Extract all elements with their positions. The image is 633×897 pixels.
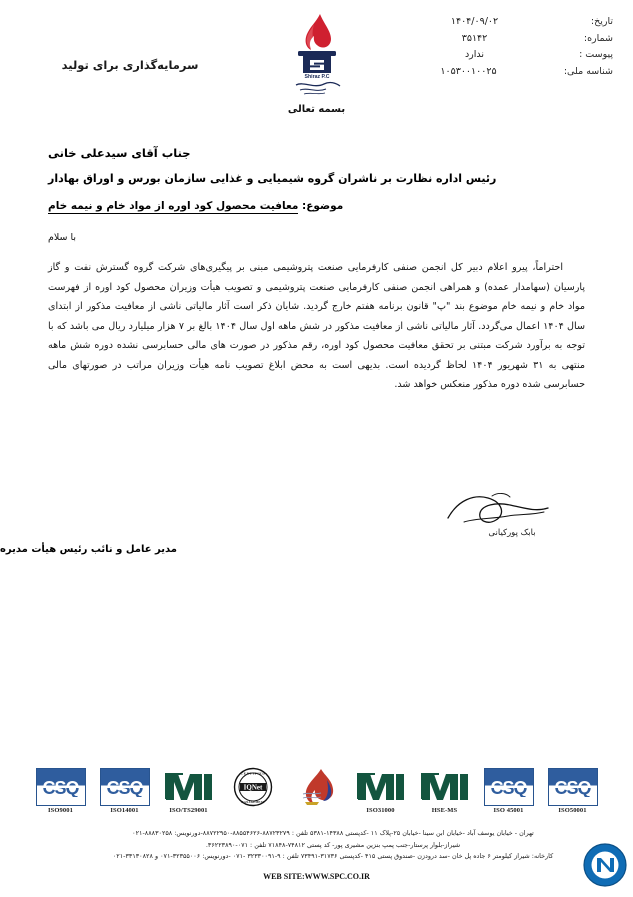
company-slogan: سرمایه‌گذاری برای تولید [61, 58, 199, 72]
basmala-text: بسمه تعالی [287, 104, 346, 115]
footer-address-block [33, 828, 633, 863]
meta-row-number [398, 33, 613, 46]
date-value: ۱۴۰۴/۰۹/۰۲ [450, 16, 499, 27]
cert-iso45001 [481, 768, 537, 814]
attachment-label: پیوست : [579, 49, 613, 60]
national-id-label: شناسه ملی: [563, 65, 613, 77]
cert-label: ISO 45001 [493, 807, 524, 814]
subject-label: موضوع: [302, 200, 344, 212]
certification-logos-row [0, 768, 633, 824]
cert-hse-ms [417, 768, 473, 814]
letter-body: احتراماً، پیرو اعلام دبیر کل انجمن صنفی کارفرمایی صنعت پتروشیمی مبنی بر پیگیری‌های شرکت گروه گسترش نفت و گاز پارسیان (سهامدار عمده) و همراهی انجمن صنفی کارفرمایی صنعت پتروشیمی و تصویب هیأت وزیران محصول کود اوره از فهرست مواد خام و نیمه خام موضوع بند "پ" قانون برنامه هفتم خارج گردید. شایان ذکر است آثار مالیاتی ناشی از معافیت مذکور از ابتدای سال ۱۴۰۴ اعمال می‌گردد. آثار مالیاتی ناشی از معافیت مذکور در شش ماهه اول سال ۱۴۰۴ بالغ بر ۷ هزار میلیارد ریال می باشد که با توجه به برآورد شرکت مبتنی بر تحقق معافیت محصول کود اوره، رقم مذکور در صورت های مالی حسابرسی نشده دوره شش ماهه منتهی به ۳۱ شهریور ۱۴۰۴ لحاظ گردیده است. بدیهی است به محض ابلاغ تصویب نامه هیأت وزیران مراتب در صورتهای مالی حسابرسی شده دوره مذکور منعکس خواهد شد. [48, 262, 585, 390]
logo-icon [284, 10, 350, 98]
csq-icon: CSQ [481, 768, 537, 806]
qm-icon [161, 768, 217, 806]
cert-iso9001 [33, 768, 89, 814]
signature-block [0, 488, 633, 568]
signer-title: مدیر عامل و نائب رئیس هیأت مدیره [0, 544, 177, 555]
csq-icon: CSQ [545, 768, 601, 806]
date-label: تاریخ: [590, 16, 613, 27]
svg-text:Shiraz P.C: Shiraz P.C [304, 74, 329, 80]
letter-meta-block [398, 16, 613, 82]
svg-text:CERTIFIED: CERTIFIED [239, 771, 266, 776]
corner-watermark-icon [583, 843, 627, 887]
number-label: شماره: [583, 32, 613, 44]
iqnet-icon [225, 768, 281, 806]
footer-address-shiraz: شیراز-بلوار پرستار-جنب پمپ بنزین مشیری پور- کد پستی ۷۴۸۱۲-۷۱۸۴۸ تلفن : ۰۷۱-۳۶۲۲۳۸۹۰. [205, 840, 461, 849]
addressee-name: جناب آقای سیدعلی خانی [48, 146, 191, 160]
attachment-value: ندارد [464, 49, 485, 60]
cert-label: ISO9001 [48, 807, 73, 814]
meta-row-date [398, 16, 613, 29]
cert-iso31000 [353, 768, 409, 814]
cert-nipc-flame [289, 768, 345, 807]
svg-text:IQNet: IQNet [243, 783, 262, 792]
salutation: با سلام [48, 232, 77, 243]
letterhead-header [0, 0, 633, 110]
meta-row-national-id [398, 66, 613, 79]
cert-label: ISO/TS29001 [169, 807, 208, 814]
cert-iso50001 [545, 768, 601, 814]
cert-label: ISO50001 [558, 807, 587, 814]
cert-label: HSE-MS [431, 807, 458, 814]
qm-icon [353, 768, 409, 806]
subject-text: معافیت محصول کود اوره از مواد خام و نیمه خام [48, 200, 299, 212]
csq-icon: CSQ [33, 768, 89, 806]
signer-name: بابک پورکیانی [488, 528, 536, 538]
cert-iqnet [225, 768, 281, 807]
cert-iso14001 [97, 768, 153, 814]
cert-iso-ts29001 [161, 768, 217, 814]
csq-icon: CSQ [97, 768, 153, 806]
shiraz-petrochemical-logo [281, 10, 353, 100]
footer-address-tehran: تهران - خیابان یوسف آباد -خیابان ابن سینا -خیابان ۲۵-پلاک ۱۱ -کدپستی ۱۴۳۸۸-۵۳۸۱ تلفن : ۸۸۷۲۳۲۷۹-۸۸۵۵۴۶۲۶-۸۸۷۲۲۹۵۰-دورنویس: ۸۸۸۳۰۲۵۸-۰۲۱ [132, 829, 534, 837]
svg-text:MANAGEMENT: MANAGEMENT [240, 801, 265, 804]
cert-label: ISO31000 [366, 807, 395, 814]
meta-row-attachment [398, 49, 613, 62]
national-id-value: ۱۰۵۳۰۰۱۰۰۲۵ [440, 65, 497, 77]
website-line[interactable]: WEB SITE:WWW.SPC.CO.IR [263, 872, 370, 881]
addressee-role: رئیس اداره نظارت بر ناشران گروه شیمیایی و غذایی سازمان بورس و اوراق بهادار [48, 172, 497, 185]
number-value: ۳۵۱۴۲ [461, 32, 488, 44]
qm-icon [417, 768, 473, 806]
nipc-flame-icon [289, 768, 345, 806]
cert-label: ISO14001 [110, 807, 139, 814]
footer-address-factory: کارخانه: شیراز کیلومتر ۶ جاده پل خان -سد درودزن -صندوق پستی ۴۱۵ -کدپستی ۳۱۷۳۶-۷۳۴۹۱ تلفن : ۹-۳۲۳۳۰۰۹۱ -۰۷۱ -دورنویس: ۳۲۳۵۵۰۰۶-۰۷۱ و ۳۳۱۳۰۸۲۸-۰۲۱ [112, 852, 554, 860]
subject-line [48, 200, 633, 212]
